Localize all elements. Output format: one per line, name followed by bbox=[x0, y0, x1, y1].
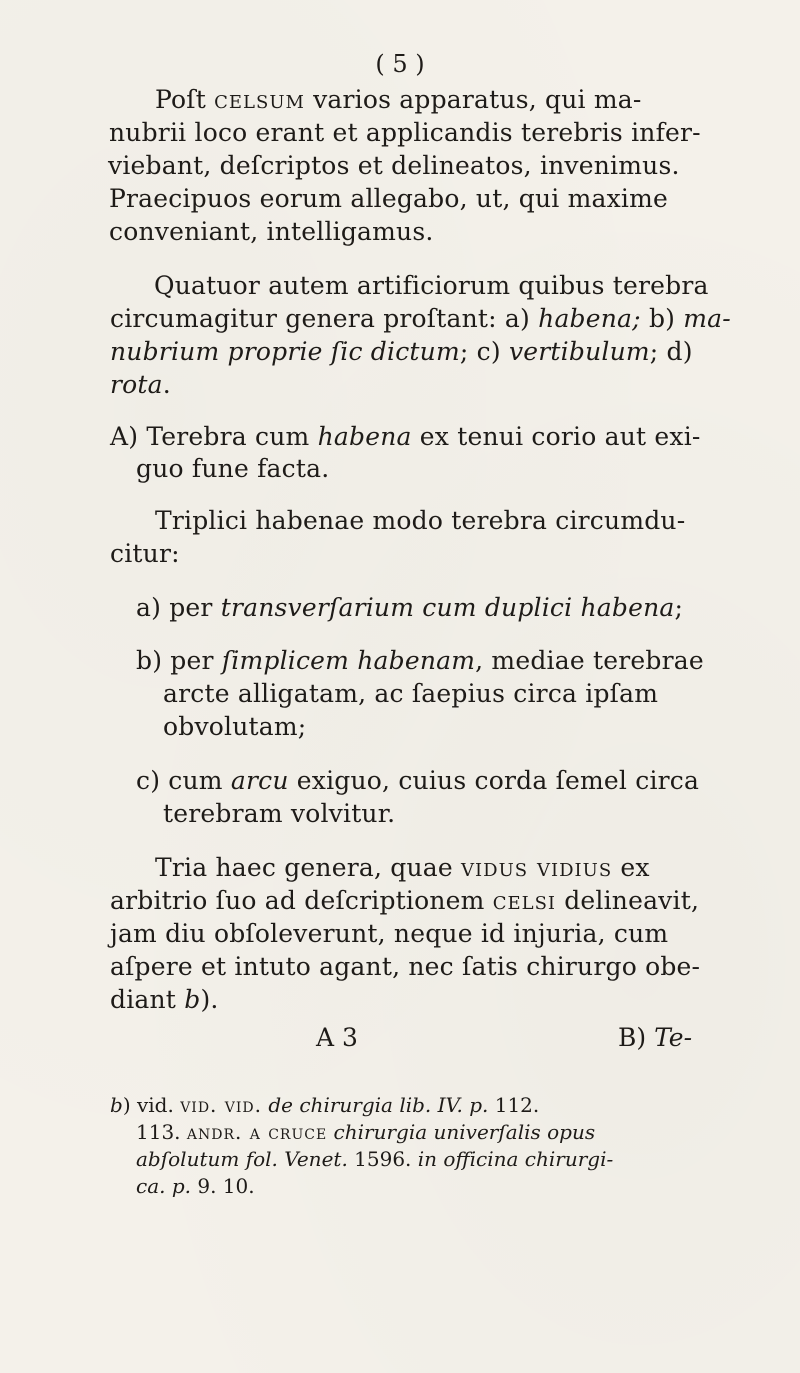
para5-line2-a: arbitrio ſuo ad deſcriptionem bbox=[110, 886, 485, 915]
para2-line3-d: ; d) bbox=[649, 337, 693, 366]
catchword bbox=[618, 1023, 692, 1052]
para1-line1 bbox=[155, 84, 642, 116]
item-a-pre: a) per bbox=[136, 593, 213, 622]
item-b-term: ſimplicem habenam bbox=[221, 646, 476, 675]
item-c-post: exiguo, cuius corda ſemel circa bbox=[296, 766, 700, 795]
footnote-line4 bbox=[136, 1173, 255, 1199]
item-c-pre: c) cum bbox=[136, 766, 223, 795]
para1-line2: nubrii loco erant et applicandis terebris infer- bbox=[109, 118, 701, 147]
item-b-line2: arcte alligatam, ac ſaepius circa ipſam bbox=[163, 679, 659, 708]
para5-line1 bbox=[155, 852, 650, 884]
footnote-marker: b bbox=[110, 1093, 123, 1117]
para1-line4: Praecipuos eorum allegabo, ut, qui maxime bbox=[109, 184, 668, 213]
para4-line1: Triplici habenae modo terebra circumdu- bbox=[155, 506, 686, 535]
item-c-line2: terebram volvitur. bbox=[163, 799, 396, 828]
item-b-line3: obvolutam; bbox=[163, 712, 307, 741]
item-c-line1 bbox=[136, 765, 699, 797]
para5-line5-a: diant bbox=[110, 985, 177, 1014]
term-manubrium: nubrium proprie ſic dictum bbox=[110, 337, 460, 366]
para1-line1-rest: varios apparatus, qui ma- bbox=[313, 85, 642, 114]
para3-line1 bbox=[110, 421, 701, 453]
item-b-post: , mediae terebrae bbox=[475, 646, 704, 675]
footnote-title-2: chirurgia univerſalis opus bbox=[333, 1120, 596, 1144]
footnote-line1 bbox=[110, 1092, 539, 1118]
footnote-line3 bbox=[136, 1146, 613, 1172]
page-number: ( 5 ) bbox=[375, 50, 425, 78]
term-vertibulum: vertibulum bbox=[508, 337, 650, 366]
para3-line1-c: ex tenui corio aut exi- bbox=[419, 422, 701, 451]
footnote-ref-b: b bbox=[184, 985, 201, 1014]
para1-line5: conveniant, intelligamus. bbox=[109, 217, 434, 246]
para1-line3: viebant, deſcriptos et delineatos, invenimus. bbox=[108, 151, 680, 180]
item-b-pre: b) per bbox=[136, 646, 214, 675]
footnote-year: 1596. bbox=[354, 1147, 412, 1171]
footnote-ca-p: ca. p. bbox=[136, 1174, 191, 1198]
name-celsus: celsum bbox=[214, 85, 305, 114]
catchword-b: Te- bbox=[654, 1023, 693, 1052]
name-celsi: celsi bbox=[492, 886, 557, 915]
footnote-page-112: 112. bbox=[494, 1093, 540, 1117]
item-a-term: transverſarium cum duplici habena bbox=[220, 593, 675, 622]
para5-line4: aſpere et intuto agant, nec ſatis chirurgo obe- bbox=[110, 952, 701, 981]
para5-line3: jam diu obſoleverunt, neque id injuria, cum bbox=[110, 919, 669, 948]
footnote-vid-vid: vid. vid. bbox=[180, 1093, 262, 1117]
para4-line2: citur: bbox=[110, 539, 180, 568]
term-habena-2: habena bbox=[317, 422, 412, 451]
term-rota: rota bbox=[110, 370, 163, 399]
para2-line2-c: b) bbox=[648, 304, 676, 333]
footnote-pages: 9. 10. bbox=[197, 1174, 255, 1198]
para2-line2 bbox=[110, 303, 731, 335]
name-vidus-vidius: vidus vidius bbox=[461, 853, 613, 882]
para5-line2-c: delineavit, bbox=[564, 886, 700, 915]
item-b-line1 bbox=[136, 645, 704, 677]
item-a-post: ; bbox=[674, 593, 684, 622]
footnote-line2 bbox=[136, 1119, 595, 1145]
para3-line1-a: A) Terebra cum bbox=[110, 422, 310, 451]
para3-line2: guo fune facta. bbox=[136, 454, 330, 483]
footnote-line1-b: ) vid. bbox=[122, 1093, 174, 1117]
item-c-term: arcu bbox=[230, 766, 289, 795]
signature-mark: A 3 bbox=[316, 1023, 358, 1052]
footnote-imprint: abſolutum fol. Venet. bbox=[136, 1147, 348, 1171]
para5-line5-c: ). bbox=[200, 985, 219, 1014]
footnote-author: andr. a cruce bbox=[186, 1120, 328, 1144]
footnote-p: p. bbox=[469, 1093, 489, 1117]
para5-line2 bbox=[110, 885, 699, 917]
footnote-title-1: de chirurgia lib. IV. bbox=[268, 1093, 463, 1117]
para2-line1: Quatuor autem artificiorum quibus terebra bbox=[154, 271, 709, 300]
para2-line2-a: circumagitur genera proſtant: a) bbox=[110, 304, 530, 333]
footnote-officina: in officina chirurgi- bbox=[417, 1147, 614, 1171]
para2-line4-period: . bbox=[162, 370, 171, 399]
term-habena: habena; bbox=[538, 304, 641, 333]
para1-word-post: Poſt bbox=[155, 85, 206, 114]
para5-line1-a: Tria haec genera, quae bbox=[155, 853, 453, 882]
para5-line1-c: ex bbox=[620, 853, 650, 882]
para2-line4 bbox=[110, 369, 171, 401]
item-a bbox=[136, 592, 683, 624]
catchword-a: B) bbox=[618, 1023, 647, 1052]
para2-line3-b: ; c) bbox=[459, 337, 501, 366]
para5-line5 bbox=[110, 984, 219, 1016]
footnote-page-113: 113. bbox=[136, 1120, 181, 1144]
term-ma: ma- bbox=[683, 304, 731, 333]
para2-line3 bbox=[110, 336, 693, 368]
